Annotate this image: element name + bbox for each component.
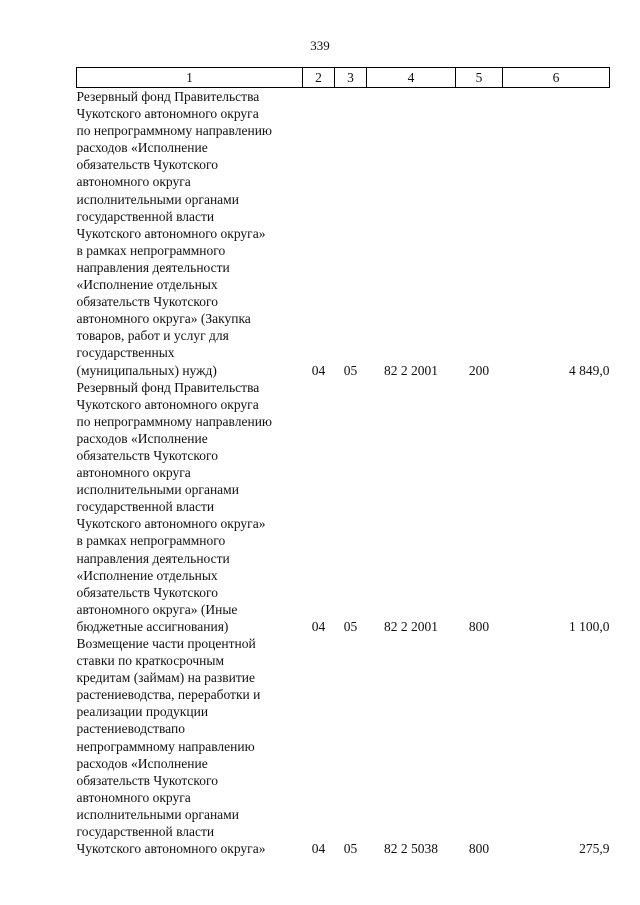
header-col-6: 6 xyxy=(503,68,610,88)
description-line: направления деятельности xyxy=(76,259,230,275)
subsection-code: 05 xyxy=(343,362,358,378)
description-line: автономного округа xyxy=(76,174,191,190)
expense-type-code: 800 xyxy=(468,841,490,857)
header-col-2: 2 xyxy=(303,68,335,88)
description-line: исполнительными органами xyxy=(76,482,239,498)
target-article-code: 82 2 2001 xyxy=(384,618,438,634)
target-article-code: 82 2 5038 xyxy=(384,841,438,857)
target-article-code: 82 2 2001 xyxy=(384,362,438,378)
description-line: автономного округа» (Иные xyxy=(76,601,238,617)
description-line: государственной власти xyxy=(76,824,215,840)
description-line: автономного округа» (Закупка xyxy=(76,311,251,327)
description-line: государственной власти xyxy=(76,499,215,515)
description-line: Чукотского автономного округа xyxy=(76,396,259,412)
page-number: 339 xyxy=(310,38,330,53)
subsection-code: 05 xyxy=(343,841,358,857)
description-line: обязательств Чукотского xyxy=(76,294,218,310)
subsection-code: 05 xyxy=(343,618,358,634)
header-col-5: 5 xyxy=(456,68,503,88)
description-line: обязательств Чукотского xyxy=(76,772,218,788)
description-line: Чукотского автономного округа» xyxy=(76,841,266,857)
row-description xyxy=(77,88,303,379)
description-line: в рамках непрограммного xyxy=(76,533,226,549)
header-col-1: 1 xyxy=(77,68,303,88)
description-line: Возмещение части процентной xyxy=(76,636,256,651)
table-row xyxy=(77,88,610,379)
section-code: 04 xyxy=(311,618,326,634)
description-line: расходов «Исполнение xyxy=(76,140,208,156)
description-line: растениеводства, переработки и xyxy=(76,687,261,703)
expense-type-code: 200 xyxy=(468,362,490,378)
description-line: направления деятельности xyxy=(76,550,230,566)
description-line: кредитам (займам) на развитие xyxy=(76,670,255,686)
description-line: автономного округа xyxy=(76,465,191,481)
description-line: государственных xyxy=(76,345,175,361)
row-description xyxy=(77,379,303,635)
section-code: 04 xyxy=(311,841,326,857)
amount: 4 849,0 xyxy=(569,362,610,378)
description-line: ставки по краткосрочным xyxy=(76,653,225,669)
header-row xyxy=(77,68,610,88)
description-line: непрограммному направлению xyxy=(76,738,255,754)
amount: 1 100,0 xyxy=(569,618,610,634)
description-line: в рамках непрограммного xyxy=(76,242,226,258)
description-line: Резервный фонд Правительства xyxy=(76,379,260,395)
description-line: исполнительными органами xyxy=(76,191,239,207)
description-line: расходов «Исполнение xyxy=(76,430,208,446)
expense-type-code: 800 xyxy=(468,618,490,634)
description-line: реализации продукции xyxy=(76,704,209,720)
description-line: (муниципальных) нужд) xyxy=(76,362,217,378)
description-line: «Исполнение отдельных xyxy=(76,567,218,583)
description-line: государственной власти xyxy=(76,208,215,224)
description-line: обязательств Чукотского xyxy=(76,584,218,600)
description-line: исполнительными органами xyxy=(76,806,239,822)
table-row xyxy=(77,635,610,857)
description-line: Резервный фонд Правительства xyxy=(76,89,260,104)
header-col-4: 4 xyxy=(367,68,456,88)
section-code: 04 xyxy=(311,362,326,378)
header-col-3: 3 xyxy=(335,68,367,88)
description-line: «Исполнение отдельных xyxy=(76,277,218,293)
description-line: товаров, работ и услуг для xyxy=(76,328,229,344)
description-line: растениеводствапо xyxy=(76,721,185,737)
description-line: расходов «Исполнение xyxy=(76,755,208,771)
budget-table xyxy=(76,67,610,857)
description-line: Чукотского автономного округа xyxy=(76,106,259,122)
description-line: автономного округа xyxy=(76,789,191,805)
description-line: обязательств Чукотского xyxy=(76,157,218,173)
description-line: обязательств Чукотского xyxy=(76,447,218,463)
description-line: по непрограммному направлению xyxy=(76,413,273,429)
description-line: по непрограммному направлению xyxy=(76,123,273,139)
description-line: Чукотского автономного округа» xyxy=(76,225,266,241)
description-line: Чукотского автономного округа» xyxy=(76,516,266,532)
row-description xyxy=(77,635,303,857)
description-line: бюджетные ассигнования) xyxy=(76,618,229,634)
amount: 275,9 xyxy=(579,841,610,857)
table-row xyxy=(77,379,610,635)
